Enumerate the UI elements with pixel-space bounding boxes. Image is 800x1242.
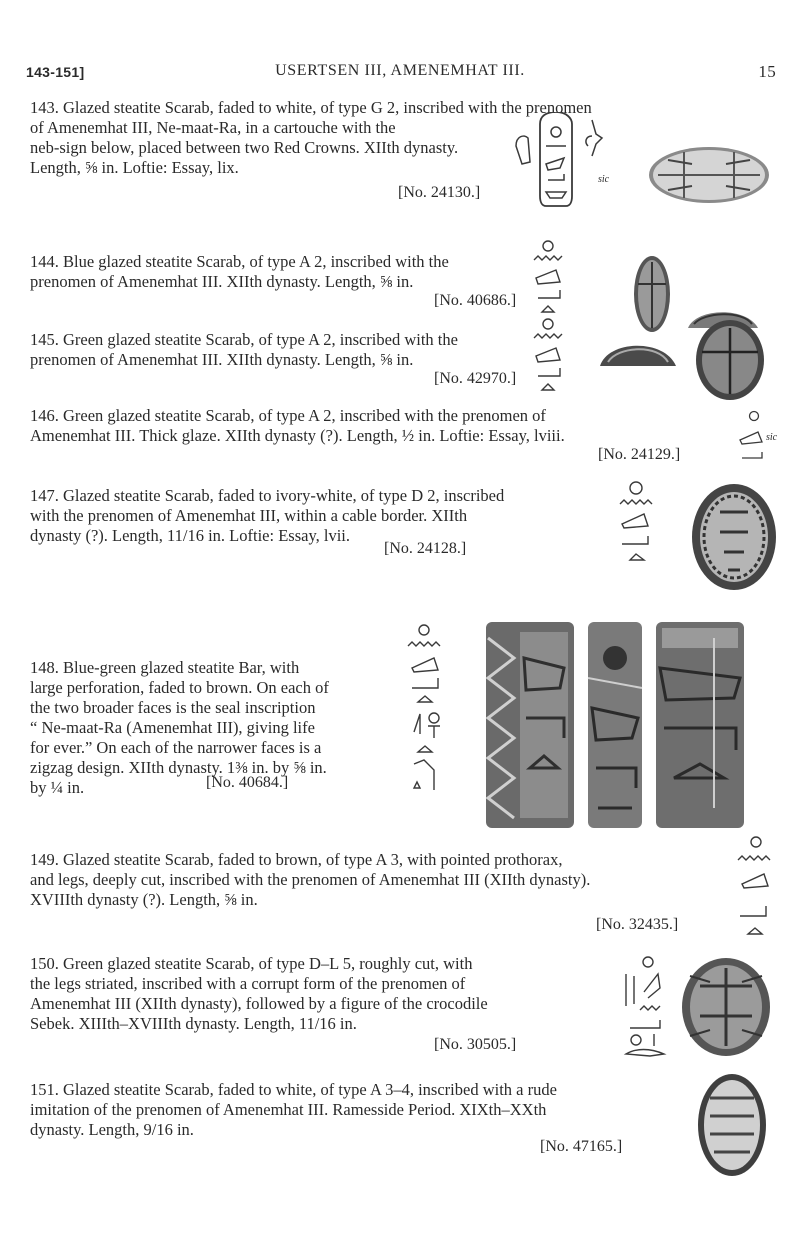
scarab-photo-151	[696, 1072, 768, 1178]
corrupt-prenomen-glyph-150	[620, 954, 670, 1058]
ref-146: [No. 24129.]	[598, 446, 681, 463]
entry-line: Length, ⅝ in. Loftie: Essay, lix.	[30, 158, 239, 177]
entry-line: the two broader faces is the seal inscription	[30, 698, 316, 717]
entry-line: XVIIIth dynasty (?). Length, ⅝ in.	[30, 890, 258, 909]
entry-line: the legs striated, inscribed with a corrupt form of the prenomen of	[30, 974, 466, 993]
sic-note-146: sic	[766, 432, 778, 443]
entry-150	[30, 954, 680, 1034]
entry-line: 147. Glazed steatite Scarab, faded to ivory-white, of type D 2, inscribed	[30, 486, 505, 505]
entry-145	[30, 330, 670, 370]
entry-line: Sebek. XIIIth–XVIIIth dynasty. Length, 11/16 in.	[30, 1014, 357, 1033]
ref-144: [No. 40686.]	[434, 292, 517, 309]
entry-line: “ Ne-maat-Ra (Amenemhat III), giving life	[30, 718, 315, 737]
running-header	[22, 58, 778, 88]
entry-line: with the prenomen of Amenemhat III, within a cable border. XIIth	[30, 506, 468, 525]
scarab-photo-143	[644, 142, 774, 208]
prenomen-glyph-144	[530, 238, 566, 318]
scarab-photo-145-back	[694, 318, 766, 402]
entry-line: 144. Blue glazed steatite Scarab, of type A 2, inscribed with the	[30, 252, 449, 271]
page-range: 143-151]	[26, 64, 85, 80]
bar-photo-148-face2	[586, 618, 644, 832]
entry-149	[30, 850, 760, 910]
entry-line: prenomen of Amenemhat III. XIIth dynasty. Length, ⅝ in.	[30, 272, 414, 291]
entry-line: Amenemhat III (XIIth dynasty), followed by a figure of the crocodile	[30, 994, 488, 1013]
ref-149: [No. 32435.]	[596, 916, 679, 933]
entry-146	[30, 406, 750, 446]
entry-line: 148. Blue-green glazed steatite Bar, with	[30, 658, 300, 677]
scarab-photo-144-back	[632, 254, 672, 334]
sic-note-143: sic	[598, 174, 610, 185]
ref-148: [No. 40684.]	[206, 774, 289, 791]
prenomen-glyph-149	[736, 834, 776, 944]
entry-line: by ¼ in.	[30, 778, 85, 797]
ref-151: [No. 47165.]	[540, 1138, 623, 1155]
prenomen-glyph-148	[406, 622, 446, 792]
entry-line: and legs, deeply cut, inscribed with the prenomen of Amenemhat III (XIIth dynasty).	[30, 870, 591, 889]
entry-line: neb-sign below, placed between two Red Crowns. XIIth dynasty.	[30, 138, 459, 157]
entry-line: 145. Green glazed steatite Scarab, of type A 2, inscribed with the	[30, 330, 458, 349]
entry-line: 146. Green glazed steatite Scarab, of type A 2, inscribed with the prenomen of	[30, 406, 546, 425]
prenomen-glyph-146	[736, 410, 770, 470]
entry-line: 151. Glazed steatite Scarab, faded to white, of type A 3–4, inscribed with a rude	[30, 1080, 557, 1099]
entry-147	[30, 486, 620, 546]
entry-line: dynasty (?). Length, 11/16 in. Loftie: Essay, lvii.	[30, 526, 351, 545]
entry-144	[30, 252, 670, 292]
bar-photo-148-face1	[484, 618, 576, 832]
scarab-photo-150	[680, 956, 772, 1058]
running-title: USERTSEN III, AMENEMHAT III.	[275, 62, 525, 79]
bar-photo-148-face3	[654, 618, 746, 832]
entry-line: 149. Glazed steatite Scarab, faded to brown, of type A 3, with pointed prothorax,	[30, 850, 563, 869]
ref-147: [No. 24128.]	[384, 540, 467, 557]
ref-145: [No. 42970.]	[434, 370, 517, 387]
entry-line: of Amenemhat III, Ne-maat-Ra, in a cartouche with the	[30, 118, 396, 137]
scarab-photo-147	[690, 482, 778, 592]
cartouche-143-glyph	[512, 112, 622, 208]
scarab-photo-145-side	[598, 336, 678, 370]
entry-line: imitation of the prenomen of Amenemhat III. Ramesside Period. XIXth–XXth	[30, 1100, 547, 1119]
entry-line: dynasty. Length, 9/16 in.	[30, 1120, 194, 1139]
ref-150: [No. 30505.]	[434, 1036, 517, 1053]
page-number: 15	[758, 62, 776, 81]
ref-143: [No. 24130.]	[398, 184, 481, 201]
entry-line: prenomen of Amenemhat III. XIIth dynasty. Length, ⅝ in.	[30, 350, 414, 369]
entry-line: for ever.” On each of the narrower faces is a	[30, 738, 322, 757]
entry-line: zigzag design. XIIth dynasty. 1⅜ in. by ⅝ in.	[30, 758, 327, 777]
entry-151	[30, 1080, 730, 1140]
entry-line: large perforation, faded to brown. On each of	[30, 678, 329, 697]
entry-148	[30, 658, 380, 798]
prenomen-glyph-145	[530, 316, 566, 396]
entry-line: 143. Glazed steatite Scarab, faded to white, of type G 2, inscribed with the prenomen	[30, 98, 592, 117]
prenomen-glyph-147	[616, 478, 656, 568]
entry-line: 150. Green glazed steatite Scarab, of type D–L 5, roughly cut, with	[30, 954, 473, 973]
entry-line: Amenemhat III. Thick glaze. XIIth dynasty (?). Length, ½ in. Loftie: Essay, lviii.	[30, 426, 565, 445]
